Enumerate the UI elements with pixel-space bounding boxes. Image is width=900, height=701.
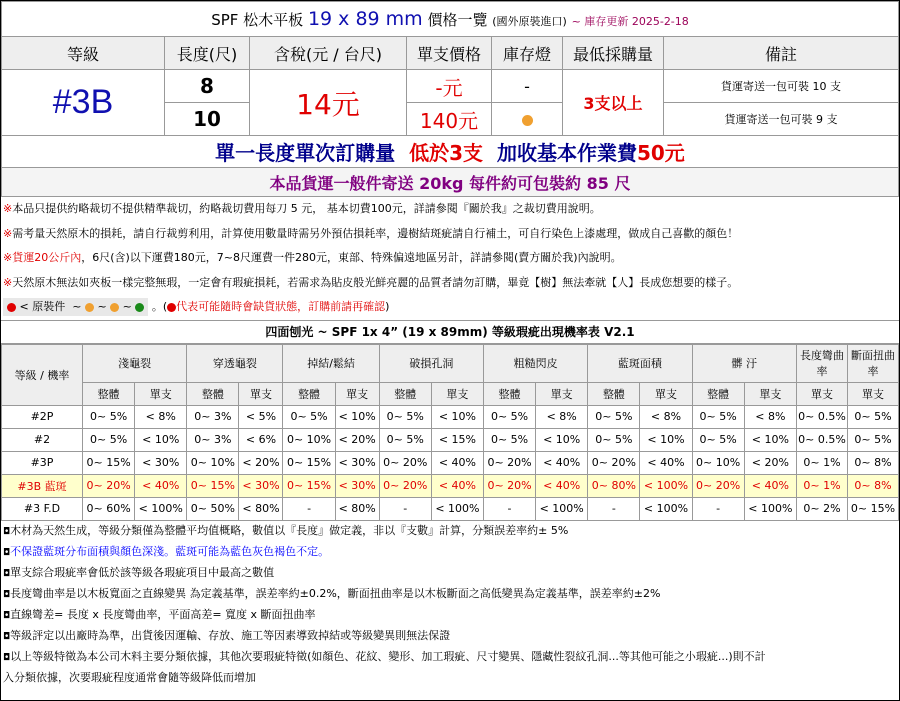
price-header-row [2,37,899,70]
sub-header: 整體 [379,382,431,405]
table-cell: 0~ 5% [379,405,431,428]
table-cell: 0~ 5% [283,405,335,428]
table-cell: 0~ 3% [187,405,239,428]
table-cell: < 30% [335,451,379,474]
row-grade: #2 [2,428,83,451]
orange-dot-icon [110,303,119,312]
note-mark: ※ [3,251,13,264]
table-cell: < 30% [335,474,379,497]
note-item [3,222,899,247]
red-dot-icon [167,303,176,312]
table-cell: < 6% [239,428,283,451]
table-cell: - [483,497,535,520]
note-item [3,246,899,271]
table-cell: < 20% [335,428,379,451]
table-cell: 0~ 20% [588,451,640,474]
table-cell: < 10% [640,428,692,451]
category-header: 長度彎曲率 [797,344,848,382]
table-cell: 0~ 50% [187,497,239,520]
table-cell: < 5% [239,405,283,428]
footnote-item [3,647,899,668]
sub-header: 單支 [640,382,692,405]
legend-tilde: ~ [97,300,107,313]
table-cell: < 8% [640,405,692,428]
row-grade: #2P [2,405,83,428]
category-header: 掉結/鬆結 [283,344,379,382]
note-mark: ※ [3,202,13,215]
stock-legend: < 原裝件 ~ ~ ~ 。( 代表可能隨時會缺貨狀態，訂購前請再確認) [3,295,899,320]
sub-header: 整體 [283,382,335,405]
table-cell: 0~ 8% [848,474,899,497]
footnote-text: 木材為天然生成，等級分類僅為整體平均值概略，數值以『長度』做定義，非以『支數』計算，分類誤差率約± 5% [10,523,569,537]
price-per-board-foot: 14元 [250,70,407,136]
table-cell: < 40% [536,474,588,497]
table-cell: - [283,497,335,520]
table-cell: < 8% [744,405,796,428]
table-row [2,474,899,497]
table-cell: 0~ 20% [83,474,135,497]
table-cell: < 15% [431,428,483,451]
stock-update-date: ~ 庫存更新 2025-2-18 [571,15,689,28]
table-cell: < 20% [744,451,796,474]
category-header: 破損孔洞 [379,344,483,382]
note-item [3,197,899,222]
sub-header: 單支 [848,382,899,405]
length-8: 8 [165,70,250,103]
footnote-text: 等級評定以出廠時為準，出貨後因運輸、存放、施工等因素導致掉結或等級變異則無法保證 [10,628,451,642]
table-cell: 0~ 15% [848,497,899,520]
bullet-icon: ◘ [3,631,11,642]
table-cell: 0~ 15% [283,474,335,497]
footnote-item [3,626,899,647]
table-cell: < 8% [135,405,187,428]
bullet-icon: ◘ [3,610,11,621]
sub-header: 單支 [135,382,187,405]
table-row [2,405,899,428]
banner-text-3: 加收基本作業費 [496,141,637,165]
remark-10: 貨運寄送一包可裝 9 支 [664,103,899,136]
banner-text-4: 50元 [636,141,685,165]
category-header: 穿透龜裂 [187,344,283,382]
footnote-text: 單支綜合瑕疵率會低於該等級各瑕疵項目中最高之數值 [10,565,275,579]
note-item [3,271,899,296]
table-cell: 0~ 10% [692,451,744,474]
table-cell: 0~ 5% [588,428,640,451]
note-text: ，6尺(含)以下運費180元，7~8尺運費一件280元，東部、特殊偏遠地區另計，詳請參閱(賣方關於我)內說明。 [81,251,622,264]
category-header: 藍斑面積 [588,344,692,382]
sub-header: 整體 [83,382,135,405]
note-text: 本品只提供約略裁切不提供精準裁切，約略裁切費用每刀 5 元， 基本切費100元，詳請參閱『關於我』之裁切費用說明。 [12,202,601,215]
table-cell: 0~ 5% [83,405,135,428]
table-cell: 0~ 5% [483,405,535,428]
footnote-item [3,542,899,563]
table-cell: 0~ 15% [187,474,239,497]
sub-header: 單支 [239,382,283,405]
price-table [1,1,899,197]
legend-tilde: ~ [72,300,82,313]
table-cell: 0~ 5% [848,405,899,428]
header-remarks: 備註 [664,37,899,70]
table-cell: 0~ 20% [483,451,535,474]
corner-label: 等級 / 機率 [2,344,83,405]
footnote-item [3,668,899,688]
table-cell: < 40% [431,474,483,497]
green-dot-icon [135,303,144,312]
header-price-per-board-foot: 含稅(元 / 台尺) [250,37,407,70]
table-cell: < 8% [536,405,588,428]
category-header: 斷面扭曲率 [848,344,899,382]
order-surcharge-banner [2,136,899,168]
category-header: 髒 汙 [692,344,796,382]
sub-header: 整體 [692,382,744,405]
page-title [2,2,899,37]
title-main: SPF 松木平板 [211,11,304,29]
table-cell: < 10% [536,428,588,451]
table-cell: 0~ 20% [379,474,431,497]
table-cell: < 100% [744,497,796,520]
note-text-red: 貨運20公斤內 [12,251,82,264]
footnote-text: 入分類依據，次要瑕疵程度通常會隨等級降低而增加 [3,670,256,684]
table-cell: < 10% [431,405,483,428]
table-row [2,497,899,520]
table-cell: 0~ 0.5% [797,405,848,428]
title-origin: (國外原裝進口) [492,15,567,28]
table-cell: < 80% [239,497,283,520]
legend-warning: 代表可能隨時會缺貨狀態，訂購前請再確認 [176,300,386,313]
footnote-text: 直線彎差= 長度 x 長度彎曲率，平面高差= 寬度 x 斷面扭曲率 [10,607,316,621]
product-grade: #3B [2,70,165,136]
sub-header: 整體 [588,382,640,405]
table-cell: 0~ 3% [187,428,239,451]
table-cell: < 10% [135,428,187,451]
table-cell: < 30% [135,451,187,474]
table-cell: < 100% [640,497,692,520]
table-cell: < 10% [744,428,796,451]
min-order: 3支以上 [563,70,664,136]
table-cell: - [588,497,640,520]
shipping-banner: 本品貨運一般件寄送 20kg 每件約可包裝約 85 尺 [2,168,899,197]
table-row [2,428,899,451]
header-length: 長度(尺) [165,37,250,70]
red-dot-icon [7,303,16,312]
banner-text-1: 單一長度單次訂購量 [215,141,396,165]
note-mark: ※ [3,275,13,289]
note-mark: ※ [3,226,13,240]
table-cell: 0~ 20% [483,474,535,497]
header-stock-light: 庫存燈 [492,37,563,70]
footnotes [1,521,899,688]
legend-label: < 原裝件 [19,300,66,313]
defect-table-title: 四面刨光 ~ SPF 1x 4” (19 x 89mm) 等級瑕疵出現機率表 V2.1 [1,320,899,344]
table-cell: 0~ 20% [379,451,431,474]
footnote-item [3,605,899,626]
defect-table [1,344,899,521]
title-suffix: 價格一覽 [427,11,488,29]
header-unit-price: 單支價格 [407,37,492,70]
table-cell: < 40% [536,451,588,474]
footnote-item [3,563,899,584]
table-cell: 0~ 5% [83,428,135,451]
bullet-icon: ◘ [3,652,11,663]
bullet-icon: ◘ [3,526,11,537]
table-cell: - [692,497,744,520]
header-grade: 等級 [2,37,165,70]
title-size: 19 x 89 mm [307,8,423,30]
table-cell: < 30% [239,474,283,497]
table-cell: 0~ 2% [797,497,848,520]
table-cell: 0~ 80% [588,474,640,497]
table-cell: 0~ 20% [692,474,744,497]
note-text: 需考量天然原木的損耗，請自行裁剪利用，計算使用數量時需另外預估損耗率，邊樹結斑疵請自行補土，可自行染色上漆處理，做成自己喜歡的顏色！ [12,226,739,240]
footnote-item [3,584,899,605]
bullet-icon: ◘ [3,568,11,579]
sub-header: 單支 [797,382,848,405]
table-cell: 0~ 10% [187,451,239,474]
table-cell: 0~ 5% [848,428,899,451]
sub-header: 單支 [536,382,588,405]
sub-header: 整體 [187,382,239,405]
remark-8: 貨運寄送一包可裝 10 支 [664,70,899,103]
sub-header: 整體 [483,382,535,405]
table-cell: 0~ 8% [848,451,899,474]
table-cell: 0~ 5% [483,428,535,451]
table-cell: 0~ 5% [692,428,744,451]
stock-dot-icon [522,115,533,126]
table-cell: 0~ 60% [83,497,135,520]
table-cell: < 10% [335,405,379,428]
bullet-icon: ◘ [3,589,11,600]
category-header: 淺龜裂 [83,344,187,382]
table-cell: 0~ 15% [83,451,135,474]
table-cell: 0~ 0.5% [797,428,848,451]
footnote-text: 長度彎曲率是以木板寬面之直線變異 為定義基準，誤差率約±0.2%，斷面扭曲率是以木板斷面之高低變異為定義基準，誤差率約±2% [10,586,661,600]
footnote-item [3,521,899,542]
table-cell: 0~ 5% [379,428,431,451]
table-cell: < 100% [536,497,588,520]
legend-tilde: ~ [122,300,132,313]
footnote-text: 不保證藍斑分布面積與顏色深淺。藍斑可能為藍色灰色褐色不定。 [10,544,330,558]
table-cell: 0~ 10% [283,428,335,451]
table-cell: 0~ 1% [797,451,848,474]
table-cell: < 100% [431,497,483,520]
table-cell: < 100% [135,497,187,520]
stock-light-8: - [492,70,563,103]
row-grade: #3P [2,451,83,474]
unit-price-8: -元 [407,70,492,103]
category-header: 粗糙閃皮 [483,344,587,382]
note-text: 天然原木無法如夾板一樣完整無瑕，一定會有瑕疵損耗，若需求為貼皮般光鮮亮麗的品質者請勿訂購，畢竟【樹】無法牽就【人】長成您想要的樣子。 [12,275,739,289]
sub-header-row [2,382,899,405]
bullet-icon: ◘ [3,547,11,558]
table-cell: < 100% [640,474,692,497]
unit-price-10: 140元 [407,103,492,136]
table-cell: < 40% [135,474,187,497]
table-cell: < 40% [640,451,692,474]
sub-header: 單支 [335,382,379,405]
table-cell: 0~ 15% [283,451,335,474]
table-cell: - [379,497,431,520]
orange-dot-icon [85,303,94,312]
table-row [2,451,899,474]
table-cell: < 40% [431,451,483,474]
table-cell: < 40% [744,474,796,497]
stock-light-10 [492,103,563,136]
sub-header: 單支 [744,382,796,405]
row-grade: #3B 藍斑 [2,474,83,497]
header-min-order: 最低採購量 [563,37,664,70]
length-10: 10 [165,103,250,136]
sub-header: 單支 [431,382,483,405]
footnote-text: 以上等級特徵為本公司木料主要分類依據，其他次要瑕疵特徵(如顏色、花紋、變形、加工瑕疵、尺寸變異、隱藏性裂紋孔洞...等其他可能之小瑕疵...)則不計 [10,649,766,663]
table-cell: 0~ 5% [692,405,744,428]
table-cell: < 20% [239,451,283,474]
notes-list [1,197,899,320]
row-grade: #3 F.D [2,497,83,520]
banner-text-2: 低於3支 [409,141,484,165]
table-cell: 0~ 1% [797,474,848,497]
table-cell: 0~ 5% [588,405,640,428]
table-cell: < 80% [335,497,379,520]
